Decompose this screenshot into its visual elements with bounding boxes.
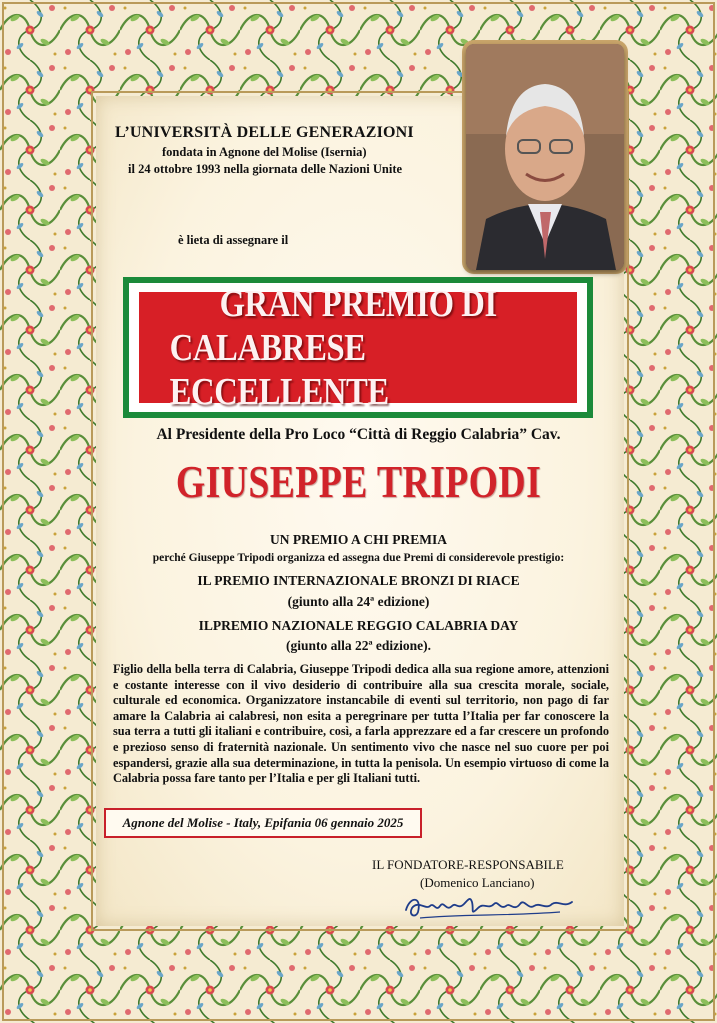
recipient-dedication: Al Presidente della Pro Loco “Città di Reggio Calabria” Cav. [156, 426, 561, 443]
organization-title: L’UNIVERSITÀ DELLE GENERAZIONI [115, 124, 414, 141]
motivation-subheading: perché Giuseppe Tripodi organizza ed assegna due Premi di considerevole prestigio: [152, 552, 565, 564]
portrait-photo [466, 44, 624, 270]
body-paragraph: Figlio della bella terra di Calabria, Giuseppe Tripodi dedica alla sua regione amore, attenzioni e costante interesse con il vivo desiderio di contribuire alla sua crescita morale, sociale, culturale ed economica. Organizzatore instancabile di eventi sul territorio, non pago di far amare la Calabria ai calabresi, non esita a peregrinare per tutta l’Italia per far conoscere la sua terra a tutti gli italiani e contribuire, così, a farla apprezzare ed a far crescere un profondo e prezioso senso di fraternità nazionale. Un sentimento vivo che nasce nel suo cuore per poi espandersi, grazie alla sua determinazione, in tutta la penisola. Un esempio virtuoso di come la Calabria possa fare tanto per l’Italia e per gli Italiani tutti. [113, 662, 609, 786]
organization-founded: fondata in Agnone del Molise (Isernia) [162, 145, 367, 159]
signatory-name: (Domenico Lanciano) [420, 875, 535, 890]
prize2-edition: (giunto alla 22ª edizione). [285, 638, 432, 653]
award-banner [123, 277, 593, 418]
organization-date: il 24 ottobre 1993 nella giornata delle Nazioni Unite [128, 162, 403, 176]
recipient-name: GIUSEPPE TRIPODI [175, 456, 542, 507]
motivation-heading: UN PREMIO A CHI PREMIA [269, 532, 447, 547]
prize1-edition: (giunto alla 24ª edizione) [287, 594, 430, 609]
prize1-title: IL PREMIO INTERNAZIONALE BRONZI DI RIACE [197, 573, 520, 588]
organization-header [115, 124, 435, 177]
intro-text: è lieta di assegnare il [178, 233, 289, 247]
award-banner-red [139, 282, 577, 413]
place-date: Agnone del Molise - Italy, Epifania 06 gennaio 2025 [122, 815, 404, 830]
prize2-title: ILPREMIO NAZIONALE REGGIO CALABRIA DAY [198, 618, 519, 633]
signature-icon [400, 888, 580, 924]
portrait-icon [466, 44, 624, 270]
place-date-box [104, 808, 422, 838]
award-title-line2: CALABRESE ECCELLENTE [169, 326, 389, 413]
signatory-role: IL FONDATORE-RESPONSABILE [372, 857, 564, 872]
award-title-line1: GRAN PREMIO DI [219, 282, 497, 325]
